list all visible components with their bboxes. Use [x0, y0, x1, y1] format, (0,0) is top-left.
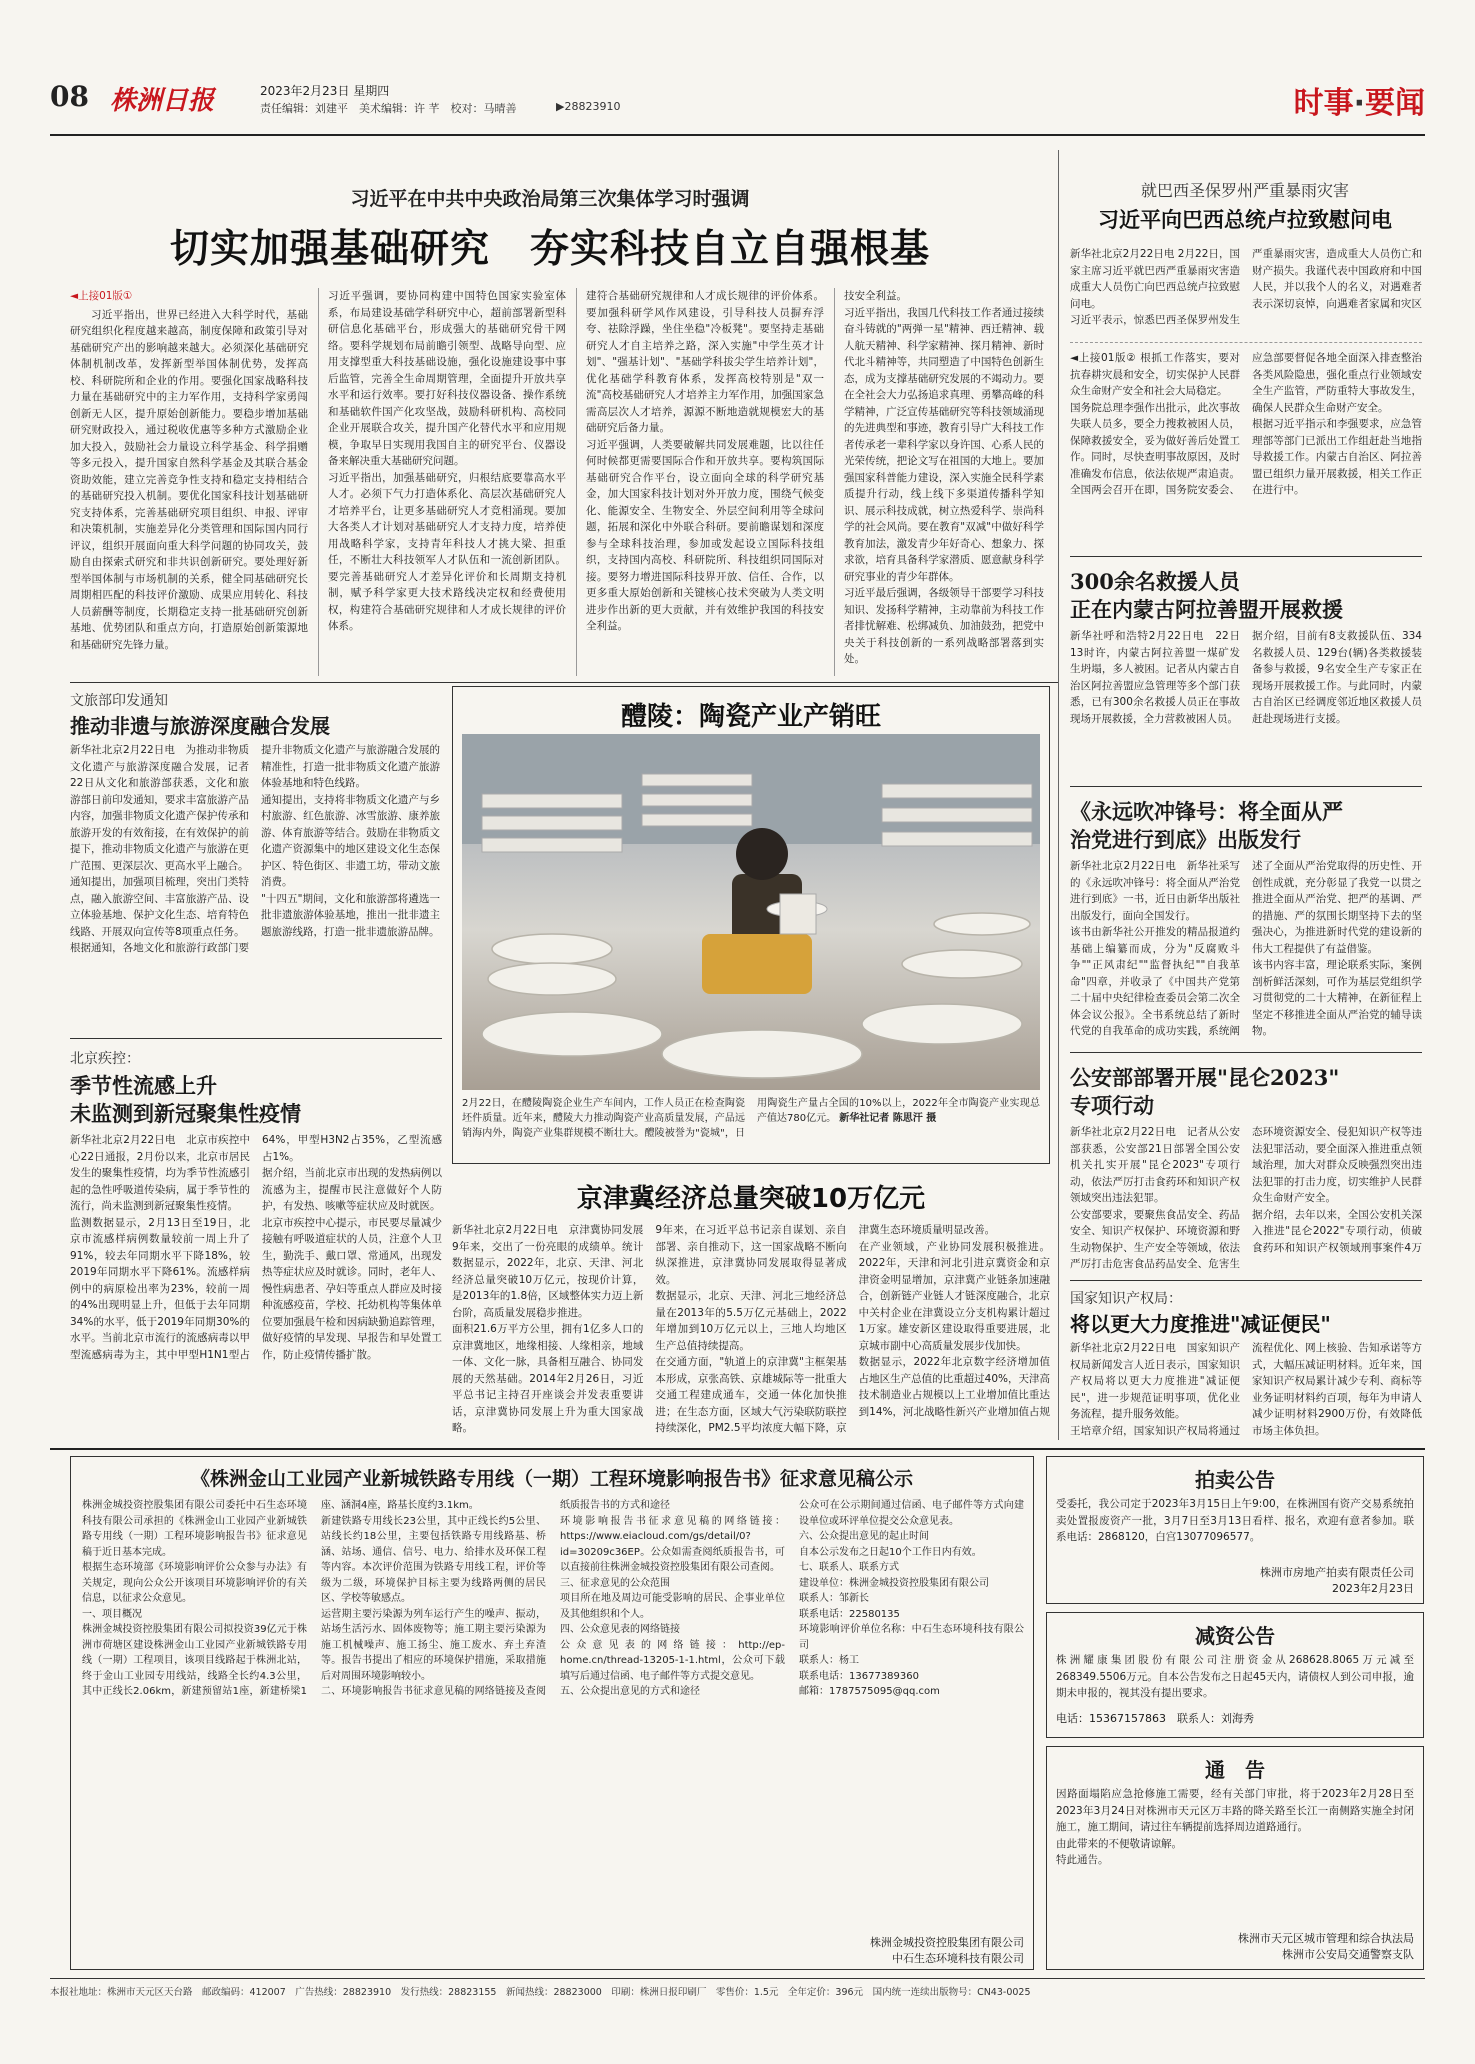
env-notice-signature-2: 中石生态环境科技有限公司 [892, 1952, 1024, 1965]
divider [1070, 556, 1422, 557]
env-notice-signature-1: 株洲金城投资控股集团有限公司 [870, 1936, 1024, 1949]
factory-photo [462, 734, 1040, 1090]
brazil-kicker: 就巴西圣保罗州严重暴雨灾害 [1140, 181, 1349, 200]
flu-kicker: 北京疾控： [70, 1051, 140, 1067]
rescue-title-2: 正在内蒙古阿拉善盟开展救援 [1070, 597, 1343, 622]
auction-title: 拍卖公告 [1195, 1468, 1275, 1492]
traffic-title: 通 告 [1205, 1758, 1265, 1782]
auction-date: 2023年2月23日 [1332, 1582, 1414, 1595]
lead-col-2: 习近平强调，要协同构建中国特色国家实验室体系，布局建设基础学科研究中心，超前部署新型科研信息化基础平台，形成强大的基础研究骨干网络。要科学规划布局前瞻引领型、战略导向型、应用支撑型重大科技基础设施，强化设施建设事中事后监管，完善全生命周期管理，全面提升开放共享水平和运行效率。要打好科技仪器设备、操作系统和基础软件国产化攻坚战，鼓励科研机构、高校同企业开展联合攻关，提升国产化替代水平和应用规模，争取早日实现用我国自主的研究平台、仪器设备来解决重大基础研究问题。 习近平指出，加强基础研究，归根结底要靠高水平人才。必须下气力打造体系化、高层次基础研究人才培养平台，让更多基础研究人才竞相涌现。要加大各类人才计划对基础研究人才支持力度，培养使用战略科学家，支持青年科技人才挑大梁、担重任，不断壮大科技领军人才队伍和一流创新团队。要完善基础研究人才差异化评价和长周期支持机制，赋予科学家更大技术路线决定权和经费使用权，构建符合基础研究规律和人才成长规律的评价体系。 [328, 290, 566, 632]
section-dot: · [1353, 86, 1365, 121]
env-notice-body: 株洲金城投资控股集团有限公司委托中石生态环境科技有限公司承担的《株洲金山工业园产业新城铁路专用线（一期）工程环境影响报告书》征求意见稿于近日基本完成。 根据生态环境部《环境影响评价公众参与办法》有关规定，现向公众公开该项目环境影响评价的有关信息，以征求公众意见。 一、项目概况 株洲金城投资控股集团有限公司拟投资39亿元于株洲市荷塘区建设株洲金山工业园产业新城铁路专用线（一期）工程项目，该项目线路起于株洲北站，终于金山工业园专用线站，线路全长约4.3公里，其中正线长2.06km，新建预留站1座，新建桥梁1座、涵洞4座，路基长度约3.1km。 新建铁路专用线长23公里，其中正线长约5公里、站线长约18公里，主要包括铁路专用线路基、桥涵、站场、通信、信号、电力、给排水及环保工程等内容。本次评价范围为铁路专用线工程，评价等级为二级，环境保护目标主要为线路两侧的居民区、学校等敏感点。 运营期主要污染源为列车运行产生的噪声、振动，站场生活污水、固体废物等；施工期主要污染源为施工机械噪声、施工扬尘、施工废水、弃土弃渣等。报告书提出了相应的环境保护措施，采取措施后对周围环境影响较小。 二、环境影响报告书征求意见稿的网络链接及查阅纸质报告书的方式和途径 环境影响报告书征求意见稿的网络链接：https://www.eiacloud.com/gs/detail/0?id=30209c36EP。公众如需查阅纸质报告书，可以直接前往株洲金城投资控股集团有限公司查阅。 三、征求意见的公众范围 项目所在地及周边可能受影响的居民、企事业单位及其他组织和个人。 四、公众意见表的网络链接 公众意见表的网络链接：http://ep-home.cn/thread-13205-1-1.html，公众可下载填写后通过信函、电子邮件等方式提交意见。 五、公众提出意见的方式和途径 公众可在公示期间通过信函、电子邮件等方式向建设单位或环评单位提交公众意见表。 六、公众提出意见的起止时间 自本公示发布之日起10个工作日内有效。 七、联系人、联系方式 建设单位：株洲金城投资控股集团有限公司 联系人：邹新长 联系电话：22580135 环境影响评价单位名称：中石生态环境科技有限公司 联系人：杨工 联系电话：13677389360 邮箱：1787575095@qq.com [82, 1500, 1024, 1697]
photo-credit: 新华社记者 陈思汗 摄 [839, 1113, 937, 1124]
section-label [1294, 78, 1425, 122]
traffic-body: 因路面塌陷应急抢修施工需要，经有关部门审批，将于2023年2月28日至2023年3月24日对株洲市天元区万丰路的降关路至长江一南侧路实施全封闭施工，施工期间，请过往车辆提前选择周边道路通行。 由此带来的不便敬请谅解。 特此通告。 [1056, 1788, 1414, 1866]
date-line: 2023年2月23日 星期四 [260, 84, 390, 98]
book-title-2: 治党进行到底》出版发行 [1070, 827, 1301, 852]
auction-body: 受委托，我公司定于2023年3月15日上午9:00，在株洲国有资产交易系统拍卖处置报废资产一批，3月7日至3月13日看样、报名，欢迎有意者参加。联系电话：2868120，白宫13077096577。 [1056, 1498, 1414, 1543]
divider [1070, 1280, 1422, 1281]
env-notice-title: 《株洲金山工业园产业新城铁路专用线（一期）工程环境影响报告书》征求意见稿公示 [190, 1468, 913, 1490]
section-label-b: 要闻 [1365, 86, 1425, 121]
brazil-title: 习近平向巴西总统卢拉致慰问电 [1098, 208, 1392, 232]
divider [70, 682, 1058, 683]
right-column-divider [1058, 150, 1059, 1440]
rescue-body: 新华社呼和浩特2月22日电 22日13时许，内蒙古阿拉善盟一煤矿发生坍塌，多人被困。记者从内蒙古自治区阿拉善盟应急管理等多个部门获悉，已有300余名救援人员正在事故现场开展救援，全力营救被困人员。 据介绍，目前有8支救援队伍、334名救援人员、129台(辆)各类救援装备参与救援，9名安全生产专家正在现场开展救援工作。与此同时，内蒙古自治区已经调度邻近地区救援人员赶赴现场进行支援。 [1070, 630, 1422, 725]
lead-col1-text: 习近平指出，世界已经进入大科学时代，基础研究组织化程度越来越高，制度保障和政策引导对基础研究产出的影响越来越大。必须深化基础研究体制机制改革，发挥新型举国体制优势，发挥高校、科研院所和企业的作用。要强化国家战略科技力量在基础研究中的主力军作用，支持科学家勇闯创新无人区，提升原始创新能力。要稳步增加基础研究财政投入，通过税收优惠等多种方式激励企业加大投入，鼓励社会力量设立科学基金、科学捐赠等多元投入，提升国家自然科学基金及其联合基金资助效能，建立完善竞争性支持和稳定支持相结合的基础研究投入机制。要优化国家科技计划基础研究支持体系，完善基础研究项目组织、申报、评审和决策机制，实施差异化分类管理和国际国内同行评议，组织开展面向重大科学问题的协同攻关，鼓励自由探索式研究和非共识创新研究。要处理好新型举国体制与市场机制的关系，健全同基础研究长周期相匹配的科技评价激励、成果应用转化、科技人员薪酬等制度，长期稳定支持一批基础研究创新基地、优势团队和重点方向，打造原始创新策源地和基础研究先锋力量。 [70, 308, 308, 651]
police-title-1: 公安部部署开展"昆仑2023" [1070, 1065, 1340, 1090]
book-title-1: 《永远吹冲锋号：将全面从严 [1070, 799, 1343, 824]
lead-col-3: 建符合基础研究规律和人才成长规律的评价体系。要加强科研学风作风建设，引导科技人员摒弃浮夸、祛除浮躁，坐住坐稳"冷板凳"。要坚持走基础研究人才自主培养之路，深入实施"中学生英才计划"、"强基计划"、"基础学科拔尖学生培养计划"，优化基础学科教育体系，发挥高校特别是"双一流"高校基础研究人才培养主力军作用，加强国家急需高层次人才培养，源源不断地造就规模宏大的基础研究后备力量。 习近平强调，人类要破解共同发展难题，比以往任何时候都更需要国际合作和开放共享。要构筑国际基础研究合作平台，设立面向全球的科学研究基金，加大国家科技计划对外开放力度，围绕气候变化、能源安全、生物安全、外层空间利用等全球问题，拓展和深化中外联合科研。要前瞻谋划和深度参与全球科技治理，参加或发起设立国际科技组织，支持国内高校、科研院所、科技组织同国际对接。要努力增进国际科技界开放、信任、合作，以更多重大原始创新和关键核心技术突破为人类文明进步作出新的更大贡献，并有效维护我国的科技安全利益。 [586, 290, 824, 632]
section-label-a: 时事 [1293, 86, 1354, 121]
photo-title: 醴陵：陶瓷产业产销旺 [620, 702, 881, 732]
culture-title: 推动非遗与旅游深度融合发展 [70, 714, 330, 738]
footer-rule [50, 1978, 1425, 1979]
capital-body: 株洲耀康集团股份有限公司注册资金从268628.8065万元减至268349.5506万元。自本公告发布之日起45天内，请债权人到公司申报，逾期未申报的，视其没有提出要求。 [1056, 1654, 1414, 1699]
hotline: ▶28823910 [556, 100, 621, 113]
section-rule [50, 1448, 1425, 1450]
culture-kicker: 文旅部印发通知 [70, 693, 168, 709]
masthead-rule [50, 134, 1425, 136]
divider [1070, 1052, 1422, 1053]
masthead [50, 78, 1425, 126]
divider [70, 1038, 442, 1039]
capital-contact: 电话：15367157863 联系人：刘海秀 [1056, 1712, 1254, 1725]
traffic-signer-2: 株洲市公安局交通警察支队 [1282, 1948, 1414, 1961]
capital-title: 减资公告 [1195, 1624, 1275, 1648]
col-divider [318, 288, 319, 676]
auction-signer: 株洲市房地产拍卖有限责任公司 [1260, 1566, 1414, 1579]
col-divider [834, 288, 835, 676]
ip-title: 将以更大力度推进"减证便民" [1070, 1312, 1331, 1336]
divider [1070, 786, 1422, 787]
ip-body: 新华社北京2月22日电 国家知识产权局新闻发言人近日表示，国家知识产权局将以更大力度推进"减证便民"，进一步规范证明事项，优化业务流程，提升服务效能。 王培章介绍，国家知识产权局将通过流程优化、网上核验、告知承诺等方式，大幅压减证明材料。近年来，国家知识产权局累计减少专利、商标等业务证明材料约百项，每年为申请人减少证明材料2900万份，有效降低市场主体负担。 [1070, 1342, 1422, 1437]
traffic-signer-1: 株洲市天元区城市管理和综合执法局 [1238, 1932, 1414, 1945]
flu-title-2: 未监测到新冠聚集性疫情 [70, 1101, 301, 1126]
divider [1070, 342, 1422, 343]
flu-body: 新华社北京2月22日电 北京市疾控中心22日通报，2月份以来，北京市居民发生的聚集性疫情，均为季节性流感引起的急性呼吸道传染病，属于季节性的流行，尚未监测到新冠聚集性疫情。 监测数据显示，2月13日至19日，北京市流感样病例数量较前一周上升了91%，较去年同期水平下降18%，较2019年同期水平下降61%。流感样病例中的病原检出率为23%，较前一周的4%出现明显上升，但低于去年同期34%的水平，低于2019年同期30%的水平。当前北京市流行的流感病毒以甲型流感病毒为主，其中甲型H1N1型占64%，甲型H3N2占35%，乙型流感占1%。 据介绍，当前北京市出现的发热病例以流感为主，提醒市民注意做好个人防护，有发热、咳嗽等症状应及时就医。 北京市疾控中心提示，市民要尽量减少接触有呼吸道症状的人员，注意个人卫生，勤洗手、戴口罩、常通风，出现发热等症状应及时就诊。同时，老年人、慢性病患者、孕妇等重点人群应及时接种流感疫苗，学校、托幼机构等集体单位要加强晨午检和因病缺勤追踪管理，做好疫情的早发现、早报告和早处置工作，防止疫情传播扩散。 [70, 1134, 442, 1361]
rescue-title-1: 300余名救援人员 [1070, 569, 1240, 594]
paper-name: 株洲日报 [110, 86, 215, 116]
editors-line: 责任编辑：刘建平 美术编辑：许 芊 校对：马晴善 [260, 102, 517, 115]
photo-caption [462, 1096, 1040, 1158]
lead-title: 切实加强基础研究 夯实科技自立自强根基 [169, 227, 930, 272]
footer-text: 本报社地址：株洲市天元区天台路 邮政编码：412007 广告热线：28823910 发行热线：28823155 新闻热线：28823000 印刷：株洲日报印刷厂 零售价：1.5元 全年定价：396元 国内统一连续出版物号：CN43-0025 [50, 1987, 1031, 1998]
flu-title-1: 季节性流感上升 [70, 1073, 217, 1098]
brazil-body: 新华社北京2月22日电 2月22日，国家主席习近平就巴西严重暴雨灾害造成重大人员伤亡向巴西总统卢拉致慰问电。 习近平表示，惊悉巴西圣保罗州发生严重暴雨灾害，造成重大人员伤亡和财产损失。我谨代表中国政府和中国人民，并以我个人的名义，对遇难者表示深切哀悼，向遇难者家属和灾区 [1070, 248, 1422, 326]
book-body: 新华社北京2月22日电 新华社采写的《永远吹冲锋号：将全面从严治党进行到底》一书，近日由新华出版社出版发行，面向全国发行。 该书由新华社公开推发的精品报道约基础上编纂而成，分为"反腐败斗争""正风肃纪""监督执纪""自我革命"四章，并收录了《中国共产党第二十届中央纪律检查委员会第二次全体会议公报》。全书系统总结了新时代党的自我革命的成功实践，系统阐述了全面从严治党取得的历史性、开创性成就，充分彰显了我党一以贯之推进全面从严治党、把严的基调、严的措施、严的氛围长期坚持下去的坚强决心，为推进新时代党的建设新的伟大工程提供了有益借鉴。 该书内容丰富，理论联系实际，案例剖析鲜活深刻，可作为基层党组织学习贯彻党的二十大精神，在新征程上坚定不移推进全面从严治党的辅导读物。 [1070, 860, 1422, 1037]
photo-illustration [462, 734, 1040, 1090]
coal-mine-continued: ◄上接01版② 根抓工作落实，要对抗春耕灾晨和安全，切实保护人民群众生命财产安全和社会大局稳定。 国务院总理李强作出批示，此次事故失联人员多，要全力搜救被困人员，保障救援安全，妥为做好善后处置工作。同时，尽快查明事故原因，及时准确发布信息，依法依规严肃追责。全国两会召开在即，国务院安委会、应急部要督促各地全面深入排查整治各类风险隐患，强化重点行业领域安全生产监管，严防重特大事故发生，确保人民群众生命财产安全。 根据习近平指示和李强要求，应急管理部等部门已派出工作组赶赴当地指导救援工作。内蒙古自治区、阿拉善盟已组织力量开展救援，相关工作正在进行中。 [1070, 352, 1422, 496]
jjj-body: 新华社北京2月22日电 京津冀协同发展9年来，交出了一份亮眼的成绩单。统计数据显示，2022年，北京、天津、河北经济总量突破10万亿元，按现价计算，是2013年的1.8倍，区域整体实力迈上新台阶，高质量发展稳步推进。 面积21.6万平方公里，拥有1亿多人口的京津冀地区，地缘相接、人缘相亲，地域一体、文化一脉，具备相互融合、协同发展的天然基础。2014年2月26日，习近平总书记主持召开座谈会并发表重要讲话，京津冀协同发展上升为重大国家战略。 9年来，在习近平总书记亲自谋划、亲自部署、亲自推动下，这一国家战略不断向纵深推进，京津冀协同发展取得显著成效。 数据显示，北京、天津、河北三地经济总量在2013年的5.5万亿元基础上，2022年增加到10万亿元以上，三地人均地区生产总值持续提高。 在交通方面，"轨道上的京津冀"主框架基本形成，京张高铁、京雄城际等一批重大交通工程建成通车，交通一体化加快推进；在生态方面，区域大气污染联防联控持续深化，PM2.5平均浓度大幅下降，京津冀生态环境质量明显改善。 在产业领域，产业协同发展积极推进。2022年，天津和河北引进京冀资金和京津资金明显增加，京津冀产业链条加速融合，创新链产业链人才链深度融合，北京中关村企业在津冀设立分支机构累计超过1万家。雄安新区建设取得重要进展，北京城市副中心高质量发展步伐加快。 数据显示，2022年北京数字经济增加值占地区生产总值的比重超过40%，天津高技术制造业占规模以上工业增加值比重达到14%，河北战略性新兴产业增加值占规 [452, 1224, 1050, 1434]
ip-kicker: 国家知识产权局： [1070, 1291, 1182, 1307]
col-divider [576, 288, 577, 676]
page-number: 08 [50, 80, 89, 113]
police-body: 新华社北京2月22日电 记者从公安部获悉，公安部21日部署全国公安机关扎实开展"昆仑2023"专项行动，依法严厉打击食药环和知识产权领域突出违法犯罪。 公安部要求，要聚焦食品安全、药品安全、知识产权保护、环境资源和野生动物保护、生产安全等领域，依法严厉打击危害食品药品安全、危害生态环境资源安全、侵犯知识产权等违法犯罪活动，要全面深入推进重点领域治理，加大对群众反映强烈突出违法犯罪的打击力度，切实维护人民群众生命财产安全。 据介绍，去年以来，全国公安机关深入推进"昆仑2022"专项行动，侦破食药环和知识产权领域刑事案件4万 [1070, 1126, 1422, 1270]
police-title-2: 专项行动 [1070, 1093, 1154, 1118]
lead-from: ◄上接01版① [70, 290, 133, 302]
culture-body: 新华社北京2月22日电 为推动非物质文化遗产与旅游深度融合发展，记者22日从文化和旅游部获悉，文化和旅游部日前印发通知，要求丰富旅游产品内容，加强非物质文化遗产保护传承和旅游开发的有效衔接，在有效保护的前提下，推动非物质文化遗产与旅游在更广范围、更深层次、更高水平上融合。 通知提出，加强项目梳理，突出门类特点，融入旅游空间、丰富旅游产品、设立体验基地、保护文化生态、培育特色线路、开展双向宣传等8项重点任务。 根据通知，各地文化和旅游行政部门要提升非物质文化遗产与旅游融合发展的精准性，打造一批非物质文化遗产旅游体验基地和特色线路。 通知提出，支持将非物质文化遗产与乡村旅游、红色旅游、冰雪旅游、康养旅游、体育旅游等结合。鼓励在非物质文化遗产资源集中的地区建设文化生态保护区、特色街区、非遗工坊，带动文旅消费。 "十四五"期间，文化和旅游部将遴选一批非遗旅游体验基地，推出一批非遗主题旅游线路，打造一批非遗旅游品牌。 [70, 744, 440, 954]
lead-kicker: 习近平在中共中央政治局第三次集体学习时强调 [350, 188, 750, 210]
lead-col-1 [70, 288, 308, 676]
lead-col-4: 技安全利益。 习近平指出，我国几代科技工作者通过接续奋斗铸就的"两弹一星"精神、西迁精神、载人航天精神、科学家精神、探月精神、新时代北斗精神等，共同塑造了中国特色创新生态，成为支撑基础研究发展的不竭动力。要在全社会大力弘扬追求真理、勇攀高峰的科学精神，广泛宣传基础研究等科技领域涌现的先进典型和事迹，教育引导广大科技工作者传承老一辈科学家以身许国、心系人民的光荣传统，把论文写在祖国的大地上。要加强国家科普能力建设，深入实施全民科学素质提升行动，线上线下多渠道传播科学知识、展示科技成就，树立热爱科学、崇尚科学的社会风尚。要在教育"双减"中做好科学教育加法，激发青少年好奇心、想象力、探求欲，培育具备科学家潜质、愿意献身科学研究事业的青少年群体。 习近平最后强调，各级领导干部要学习科技知识、发扬科学精神，主动靠前为科技工作者排忧解难、松绑减负、加油鼓劲，把党中央关于科技创新的一系列战略部署落到实处。 [844, 290, 1044, 665]
photo-caption-text: 2月22日，在醴陵陶瓷企业生产车间内，工作人员正在检查陶瓷坯件质量。近年来，醴陵大力推动陶瓷产业高质量发展，产品远销海内外，陶瓷产业集群规模不断壮大。醴陵被誉为"瓷城"，日用陶瓷生产量占全国的10%以上，2022年全市陶瓷产业实现总产值达780亿元。 [462, 1098, 1040, 1139]
jjj-title: 京津冀经济总量突破10万亿元 [576, 1184, 926, 1214]
